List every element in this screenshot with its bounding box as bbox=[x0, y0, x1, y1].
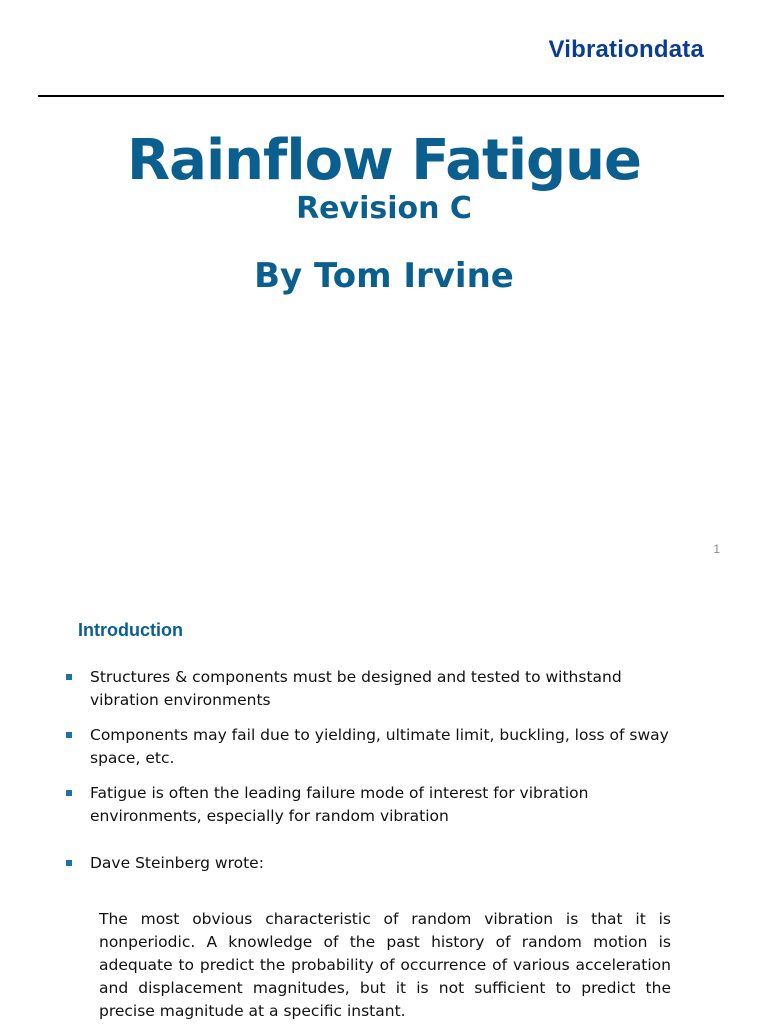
list-item-text: Components may fail due to yielding, ultimate limit, buckling, loss of sway space, etc. bbox=[90, 726, 669, 767]
list-item bbox=[62, 852, 682, 875]
square-bullet-icon bbox=[66, 790, 72, 796]
page-number: 1 bbox=[713, 542, 720, 556]
list-item-text: Structures & components must be designed and tested to withstand vibration environments bbox=[90, 668, 622, 709]
list-item-text: Dave Steinberg wrote: bbox=[90, 854, 264, 872]
bullet-list bbox=[62, 666, 682, 887]
section-heading: Introduction bbox=[78, 620, 183, 640]
slide-title: Rainflow Fatigue bbox=[127, 128, 641, 193]
brand-logo-text: Vibrationdata bbox=[548, 36, 704, 63]
square-bullet-icon bbox=[66, 860, 72, 866]
author-line: By Tom Irvine bbox=[254, 256, 514, 296]
slide-subtitle: Revision C bbox=[296, 191, 472, 226]
square-bullet-icon bbox=[66, 674, 72, 680]
list-item bbox=[62, 666, 682, 712]
list-item bbox=[62, 724, 682, 770]
list-item bbox=[62, 782, 682, 828]
header-divider bbox=[38, 95, 724, 97]
introduction-slide bbox=[0, 600, 768, 1024]
quote-paragraph: The most obvious characteristic of random vibration is that it is nonperiodic. A knowledge of the past history of random motion is adequate to predict the probability of occurrence of various acceleration and displacement magnitudes, but it is not sufficient to predict the precise magnitude at a specific instant. bbox=[99, 910, 671, 1020]
list-item-text: Fatigue is often the leading failure mode of interest for vibration environments, especially for random vibration bbox=[90, 784, 589, 825]
square-bullet-icon bbox=[66, 732, 72, 738]
